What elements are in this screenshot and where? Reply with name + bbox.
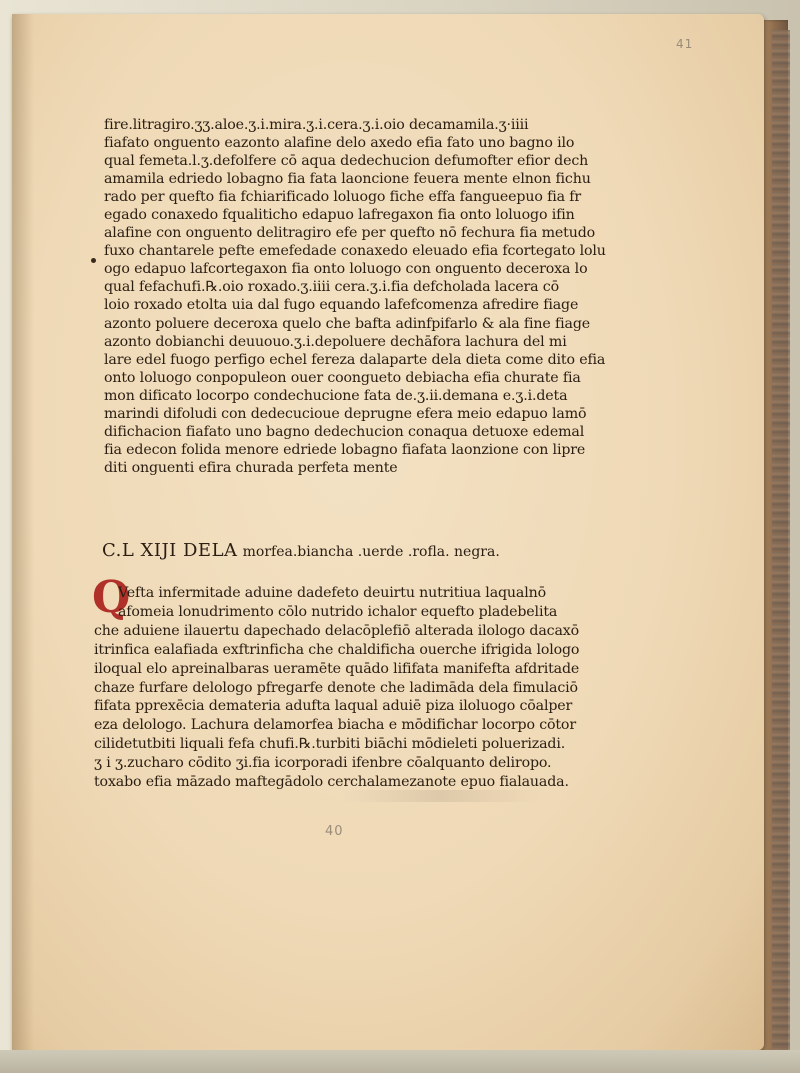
folio-number-bottom: 40 [325, 824, 344, 839]
body-text [104, 116, 606, 477]
chapter-number: C.L XIJI DELA [102, 540, 238, 561]
chapter-heading [102, 540, 500, 561]
faded-marginalia [340, 790, 540, 802]
folio-number-top: 41 [676, 37, 694, 51]
text-line: fuxo chantarele pefte emefedade conaxedo eleuado efia fcortegato lolu [104, 243, 606, 260]
text-line: chaze furfare delologo pfregarfe denote che ladimāda dela fimulaciō [94, 679, 578, 696]
text-line: fia edecon folida menore edriede lobagno fiafata laonzione con lipre [104, 441, 586, 458]
text-line: qual femeta.l.ʒ.defolfere cō aqua dedechucion defumofter efior dech [104, 153, 589, 170]
text-line: ʒ i ʒ.zucharo cōdito ʒi.fia icorporadi ifenbre cōalquanto deliropo. [94, 755, 552, 772]
text-line: Vefta infermitade aduine dadefeto deuirtu nutritiua laqualnō [118, 585, 546, 601]
text-line: fifata pprexēcia demateria adufta laqual aduiē piza iloluogo cōalper [94, 698, 573, 715]
text-line: cilidetutbiti liquali fefa chufi.℞.turbiti biāchi mōdieleti poluerizadi. [94, 736, 566, 753]
chapter-title: morfea.biancha .uerde .rofla. negra. [242, 544, 500, 560]
text-line: qual fefachufi.℞.oio roxado.ʒ.iiii cera.ʒ.i.fia defcholada lacera cō [104, 279, 559, 296]
text-line: onto loluogo conpopuleon ouer coongueto debiacha efia churate fia [104, 369, 581, 386]
text-line: fiafato onguento eazonto alafine delo axedo efia fato uno bagno ilo [104, 135, 575, 152]
text-line: alafine con onguento delitragiro efe per quefto nō fechura fia metudo [104, 225, 596, 242]
text-line: afomeia lonudrimento cōlo nutrido ichalor equefto pladebelita [118, 603, 558, 620]
rubricated-initial: Q [92, 572, 131, 623]
text-line: toxabo efia māzado maftegādolo cerchalamezanote epuo fialauada. [94, 774, 569, 791]
text-line: azonto poluere deceroxa quelo che bafta adinfpifarlo & ala fine fiage [104, 315, 590, 332]
text-line: amamila edriedo lobagno fia fata laoncione feuera mente elnon fichu [104, 171, 591, 188]
text-line: difichacion fiafato uno bagno dedechucion conaqua detuoxe edemal [104, 423, 585, 440]
text-line: che aduiene ilauertu dapechado delacōplefiō alterada ilologo dacaxō [94, 622, 580, 639]
text-line: lare edel fuogo perfigo echel fereza dalaparte dela dieta come dito efia [104, 351, 606, 368]
text-line: diti onguenti efira churada perfeta mente [104, 459, 398, 476]
text-line: eza delologo. Lachura delamorfea biacha e mōdifichar locorpo cōtor [94, 717, 576, 734]
gutter-shadow [12, 14, 34, 1050]
text-line: ogo edapuo lafcortegaxon fia onto loluogo con onguento deceroxa lo [104, 261, 588, 278]
text-line: loio roxado etolta uia dal fugo equando lafefcomenza afredire fiage [104, 297, 579, 314]
marbled-edge [772, 30, 790, 1050]
scan-bottom-strip [0, 1050, 800, 1073]
text-line: mon dificato locorpo condechucione fata de.ʒ.ii.demana e.ʒ.i.deta [104, 387, 568, 404]
margin-mark [91, 258, 96, 263]
text-line: itrinfica ealafiada exftrinficha che chaldificha ouerche ifrigida lologo [94, 641, 580, 658]
text-line: iloqual elo apreinalbaras ueramēte quādo lififata manifefta afdritade [94, 660, 580, 677]
text-line: rado per quefto fia fchiarificado loluogo fiche effa fangueepuo fia fr [104, 189, 581, 206]
text-line: marindi difoludi con dedecucioue deprugne efera meio edapuo lamō [104, 405, 587, 422]
text-line: fire.litragiro.ʒʒ.aloe.ʒ.i.mira.ʒ.i.cera.ʒ.i.oio decamamila.ʒ·iiii [104, 117, 529, 133]
text-line: egado conaxedo fqualiticho edapuo lafregaxon fia onto loluogo ifin [104, 207, 575, 224]
chapter-text [94, 584, 580, 792]
text-line: azonto dobianchi deuuouo.ʒ.i.depoluere dechāfora lachura del mi [104, 333, 567, 350]
